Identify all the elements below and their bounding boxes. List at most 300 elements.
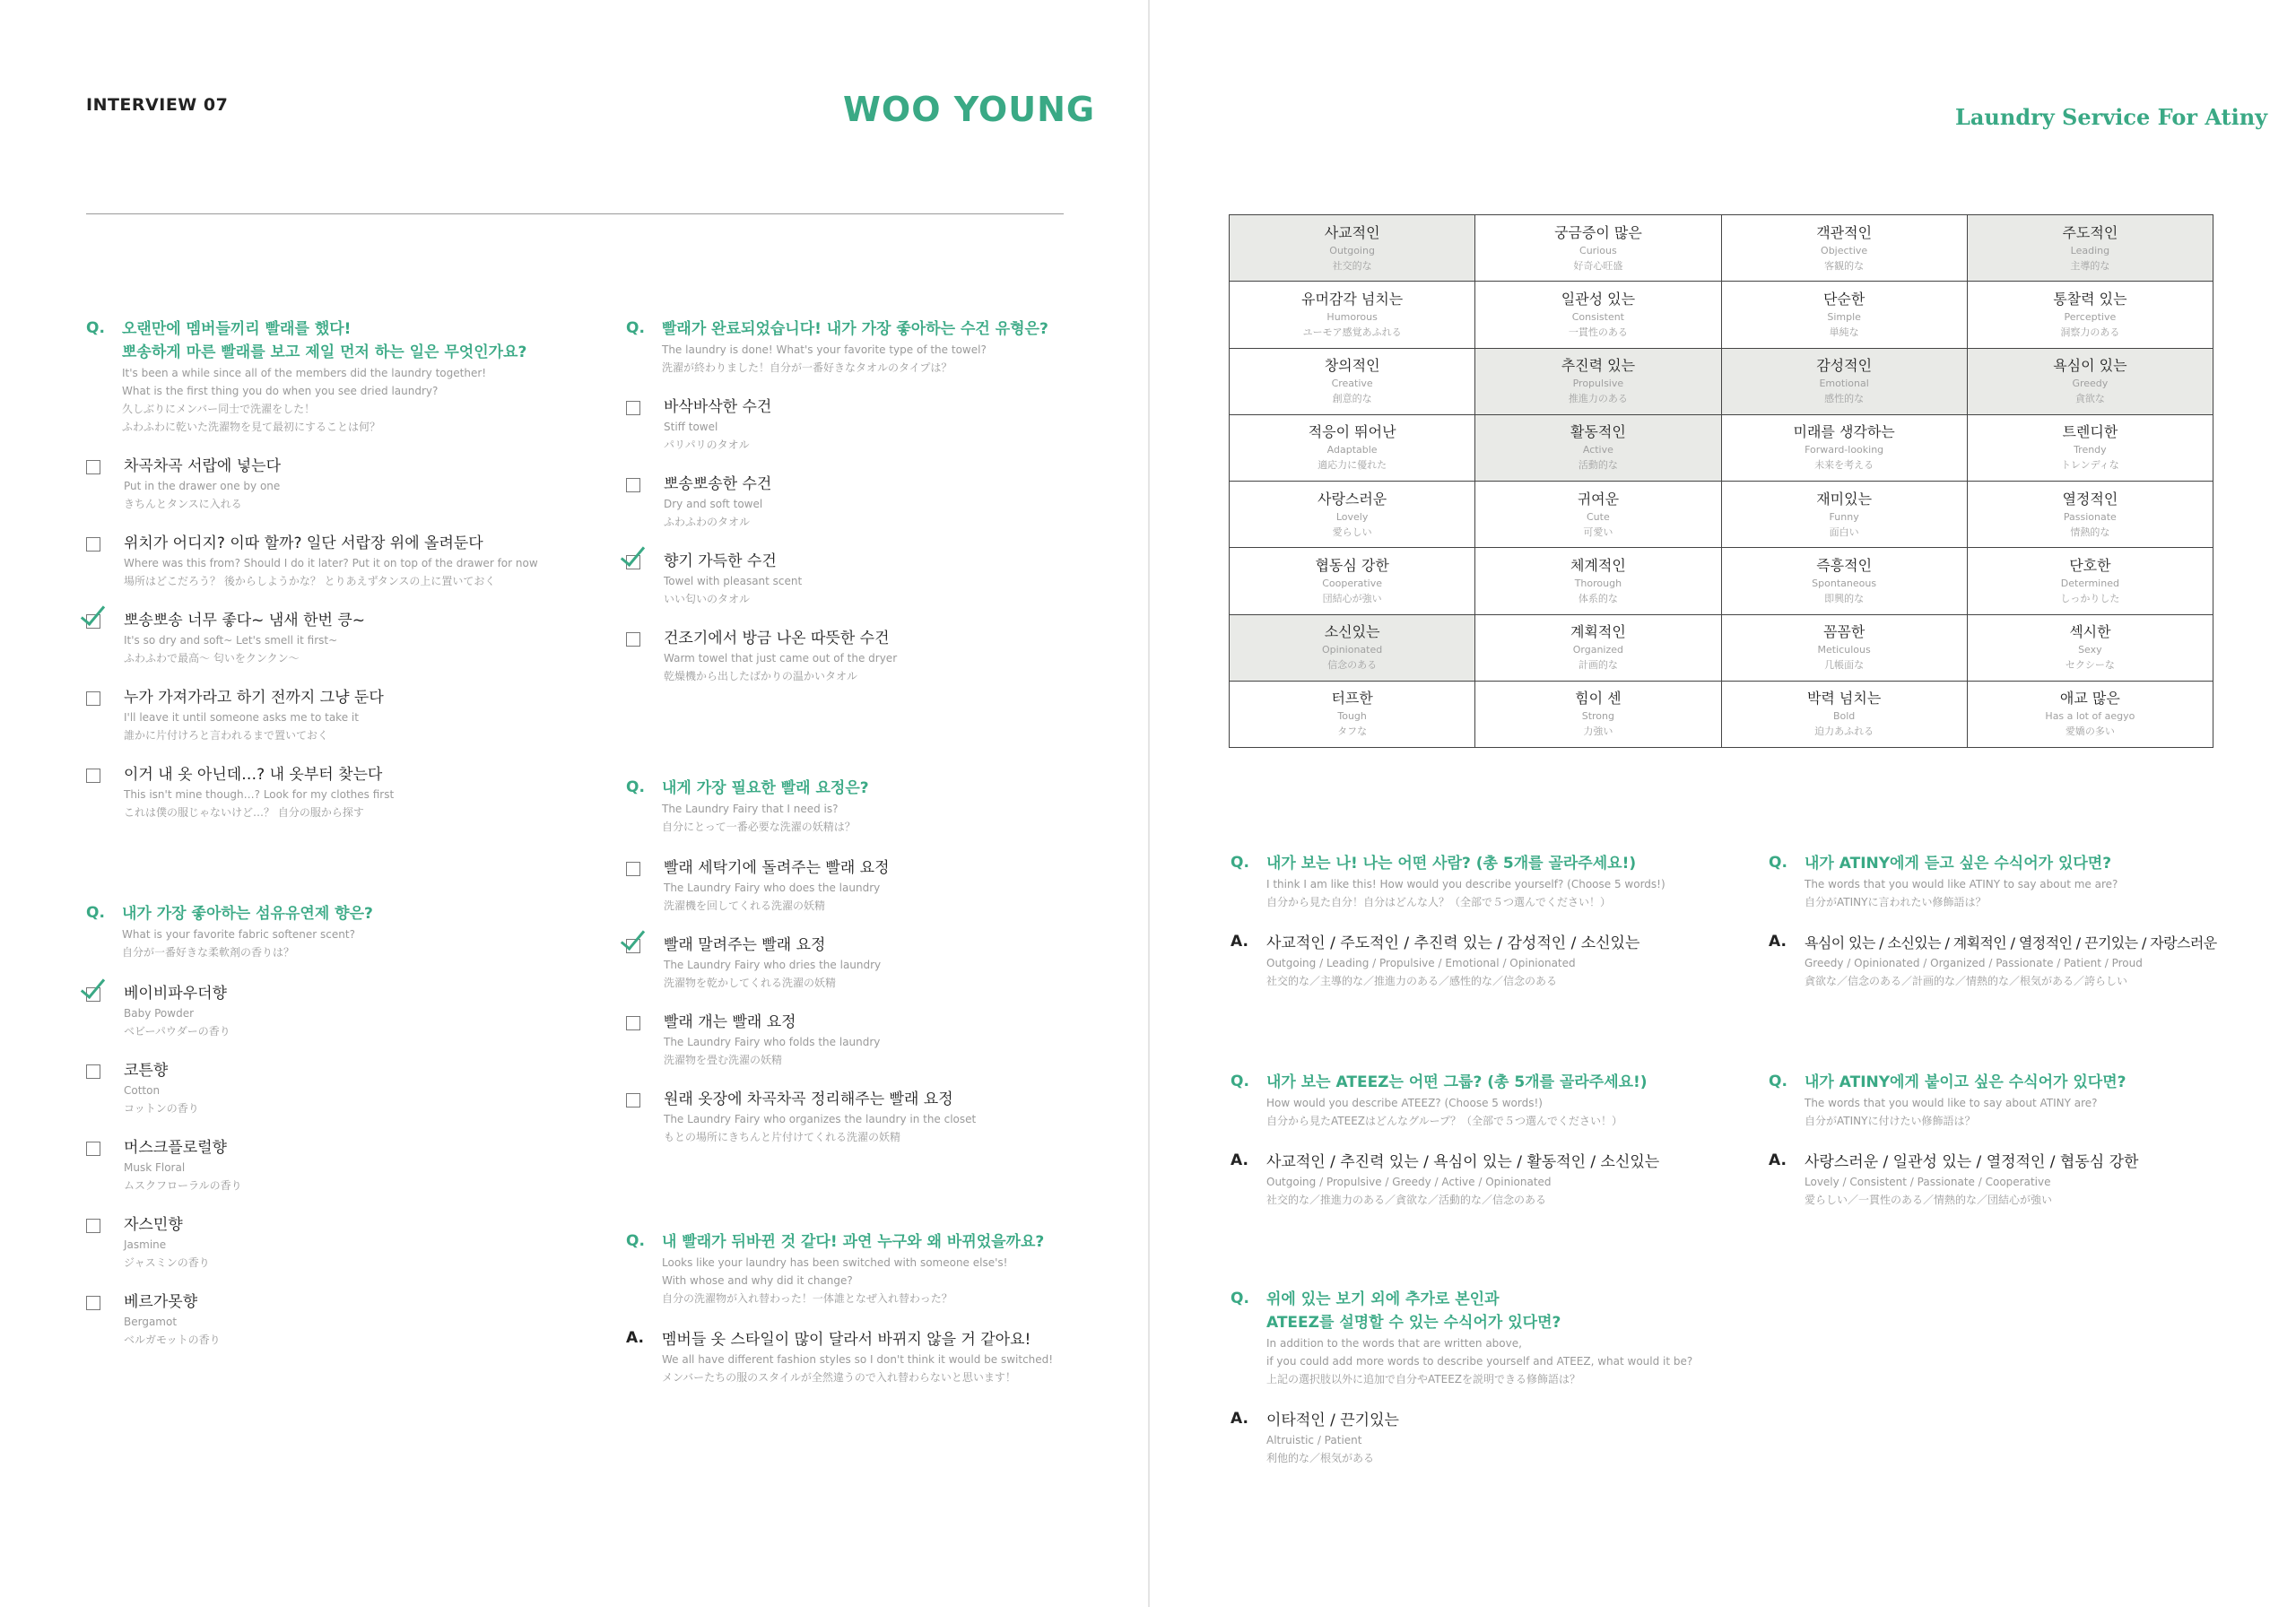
cell-english: Cooperative [1322,577,1383,589]
question-mark: Q. [626,778,645,796]
option-japanese: きちんとタンスに入れる [124,498,242,510]
cell-korean: 통찰력 있는 [2053,290,2127,308]
option-english: The Laundry Fairy who folds the laundry [664,1036,881,1048]
answer [626,1329,1146,1386]
question-title: 내 빨래가 뒤바뀐 것 같다! 과연 누구와 왜 바뀌었을까요? [662,1233,1045,1251]
question-japanese: 久しぶりにメンバー同士で洗濯をした！ [122,403,316,415]
answer-mark: A. [1231,1151,1248,1169]
option-japanese: ムスクフローラルの香り [124,1179,242,1192]
answer-japanese: メンバーたちの服のスタイルが全然違うので入れ替わらないと思います！ [662,1371,1016,1384]
question-self-description [1231,852,1760,990]
option-label: 뽀송뽀송한 수건 [664,475,772,493]
cell-english: Meticulous [1817,644,1871,656]
option-english: This isn't mine though…? Look for my clothes first [124,788,395,801]
grid-cell [1967,548,2213,614]
question-softener [86,902,588,1349]
cell-japanese: 活動的な [1578,459,1618,472]
question-japanese: 自分にとって一番必要な洗濯の妖精は？ [662,821,856,833]
grid-row [1230,548,2213,614]
option-label: 베르가못향 [124,1293,198,1311]
cell-english: Consistent [1571,310,1624,323]
options [86,456,588,821]
option-label: 위치가 어디지? 이따 할까? 일단 서랍장 위에 올려둔다 [124,534,483,552]
options [626,396,1128,685]
cell-english: Simple [1827,310,1861,323]
cell-japanese: 愛らしい [1332,526,1372,538]
cell-korean: 계획적인 [1570,623,1626,641]
grid-cell [1967,681,2213,747]
cell-korean: 추진력 있는 [1561,357,1636,375]
grid-row [1230,348,2213,414]
checkbox-icon [626,1093,640,1108]
grid-cell [1475,348,1721,414]
question-mark: Q. [1769,1073,1787,1090]
question-english: The words that you would like to say about ATINY are? [1805,1097,2098,1109]
cell-japanese: 創意的な [1332,393,1372,405]
question-english: With whose and why did it change? [662,1274,853,1287]
cell-english: Spontaneous [1812,577,1877,589]
cell-japanese: セクシーな [2065,659,2115,672]
option-item [86,456,588,513]
option-english: I'll leave it until someone asks me to take it [124,711,359,724]
answer-text: 사교적인 / 추진력 있는 / 욕심이 있는 / 활동적인 / 소신있는 [1266,1153,1660,1171]
answer-japanese: 社交的な／推進力のある／貪欲な／活動的な／信念のある [1266,1194,1547,1206]
checkbox-icon [626,478,640,492]
cell-korean: 즉흥적인 [1816,556,1873,574]
grid-cell [1721,348,1967,414]
option-label: 바삭바삭한 수건 [664,398,772,416]
option-label: 베이비파우더향 [124,985,227,1003]
option-label: 빨래 세탁기에 돌려주는 빨래 요정 [664,859,890,877]
cell-korean: 체계적인 [1570,556,1626,574]
cell-english: Organized [1572,644,1623,656]
option-japanese: 洗濯物を畳む洗濯の妖精 [664,1054,783,1066]
question-mark: Q. [1231,1073,1249,1090]
question-japanese: 洗濯が終わりました！自分が一番好きなタオルのタイプは？ [662,361,952,374]
checked-checkbox-icon [86,614,100,629]
answer-text: 이타적인 / 끈기있는 [1266,1412,1399,1429]
option-label: 머스크플로럴향 [124,1139,227,1157]
answer-japanese: 利他的な／根気がある [1266,1452,1375,1464]
checkbox-icon [86,537,100,552]
answer-english: Lovely / Consistent / Passionate / Cooperative [1805,1176,2051,1188]
question-additional-words [1231,1288,1858,1467]
option-label: 누가 가져가라고 하기 전까지 그냥 둔다 [124,689,384,707]
answer-text: 사랑스러운 / 일관성 있는 / 열정적인 / 협동심 강한 [1805,1153,2139,1171]
cell-korean: 궁금증이 많은 [1553,223,1642,241]
question-ateez-description [1231,1071,1760,1209]
option-japanese: コットンの香り [124,1102,199,1115]
cell-japanese: 主導的な [2070,259,2110,272]
question-japanese: 自分から見たATEEZはどんなグループ？（全部で５つ選んでください！） [1266,1115,1623,1127]
option-item [626,1012,1128,1069]
question-title: 위에 있는 보기 외에 추가로 본인과 [1266,1290,1500,1308]
grid-row [1230,215,2213,282]
cell-korean: 재미있는 [1816,490,1873,508]
option-label: 빨래 말려주는 빨래 요정 [664,936,826,954]
option-item [86,687,588,744]
grid-cell [1475,614,1721,681]
option-label: 건조기에서 방금 나온 따뜻한 수건 [664,630,890,647]
cell-japanese: 迫力あふれる [1814,725,1874,738]
grid-cell [1721,282,1967,348]
option-label: 원래 옷장에 차곡차곡 정리해주는 빨래 요정 [664,1090,953,1108]
question-english: What is the first thing you do when you see dried laundry? [122,385,439,397]
cell-korean: 힘이 센 [1575,690,1622,708]
cell-japanese: 客観的な [1824,259,1865,272]
question-words-for-atiny [1769,1071,2294,1209]
question-title: 내가 ATINY에게 붙이고 싶은 수식어가 있다면? [1805,1073,2126,1091]
answer-japanese: 愛らしい／一貫性のある／情熱的な／団結心が強い [1805,1194,2053,1206]
question-title: 내가 보는 ATEEZ는 어떤 그룹? (총 5개를 골라주세요!) [1266,1073,1648,1091]
cell-korean: 협동심 강한 [1315,556,1389,574]
question-english: What is your favorite fabric softener scent? [122,928,355,941]
cell-japanese: 几帳面な [1824,659,1865,672]
cell-english: Greedy [2072,378,2109,390]
question-english: The words that you would like ATINY to say about me are? [1805,878,2118,890]
grid-cell [1475,482,1721,548]
question-japanese: 自分から見た自分！自分はどんな人？（全部で５つ選んでください！） [1266,896,1612,908]
cell-korean: 단순한 [1822,290,1866,308]
question-japanese: 自分がATINYに付けたい修飾語は？ [1805,1115,1976,1127]
grid-cell [1721,215,1967,282]
question-title: 내가 보는 나! 나는 어떤 사람? (총 5개를 골라주세요!) [1266,855,1637,873]
option-item [86,983,588,1040]
option-label: 차곡차곡 서랍에 넣는다 [124,457,282,475]
question-english: In addition to the words that are written above, [1266,1337,1522,1350]
cell-japanese: 一貫性のある [1568,326,1628,338]
cell-korean: 감성적인 [1816,357,1873,375]
cell-english: Active [1582,444,1613,456]
cell-english: Cute [1587,510,1610,523]
cell-korean: 일관성 있는 [1561,290,1636,308]
question-japanese: 上記の選択肢以外に追加で自分やATEEZを説明できる修飾語は？ [1266,1373,1580,1385]
cell-japanese: 力強い [1583,725,1613,738]
cell-japanese: トレンディな [2060,459,2119,472]
adjective-grid [1229,214,2213,748]
option-item [626,628,1128,685]
cell-korean: 꼼꼼한 [1822,623,1866,641]
option-japanese: いい匂いのタオル [664,593,751,605]
option-item [626,473,1128,531]
option-japanese: ベルガモットの香り [124,1333,221,1346]
grid-cell [1230,482,1475,548]
question-mark: Q. [86,319,105,337]
cell-english: Strong [1581,710,1614,723]
cell-japanese: 可愛い [1583,526,1613,538]
option-label: 자스민향 [124,1216,183,1234]
option-item [626,396,1128,454]
cell-japanese: 計画的な [1578,659,1618,672]
question-japanese: 自分が一番好きな柔軟剤の香りは？ [122,946,295,959]
option-item [86,1137,588,1194]
cell-korean: 사교적인 [1324,223,1380,241]
cell-english: Tough [1337,710,1367,723]
cell-japanese: 愛嬌の多い [2065,725,2115,738]
checkbox-icon [626,1016,640,1030]
grid-cell [1721,614,1967,681]
cell-japanese: 適応力に優れた [1318,459,1387,472]
cell-english: Sexy [2078,644,2102,656]
cell-english: Objective [1821,244,1868,256]
question-english: Looks like your laundry has been switched with someone else's! [662,1256,1008,1269]
grid-cell [1230,548,1475,614]
cell-japanese: 貪欲な [2074,393,2105,405]
checkbox-icon [86,1142,100,1156]
cell-japanese: 未来を考える [1814,459,1874,472]
question-title: ATEEZ를 설명할 수 있는 수식어가 있다면? [1266,1314,1561,1332]
option-japanese: ふわふわのタオル [664,516,751,528]
cell-japanese: 団結心が強い [1322,592,1382,604]
cell-korean: 애교 많은 [2059,690,2120,708]
cell-korean: 미래를 생각하는 [1793,423,1895,441]
answer [1769,933,2294,990]
question-english: The Laundry Fairy that I need is? [662,803,839,815]
cell-english: Adaptable [1326,444,1378,456]
question-japanese: 自分がATINYに言われたい修飾語は？ [1805,896,1987,908]
member-name: WOO YOUNG [843,90,1096,129]
cell-english: Emotional [1819,378,1869,390]
options [86,983,588,1349]
question-mark: Q. [626,319,645,337]
grid-row [1230,681,2213,747]
cell-korean: 트렌디한 [2062,423,2118,441]
answer-mark: A. [1769,933,1787,951]
cell-english: Thorough [1574,577,1622,589]
cell-japanese: 洞察力のある [2060,326,2120,338]
option-english: The Laundry Fairy who organizes the laundry in the closet [664,1113,977,1125]
option-label: 향기 가득한 수건 [664,552,777,570]
cell-japanese: 社交的な [1332,259,1372,272]
option-label: 뽀송뽀송 너무 좋다~ 냄새 한번 킁~ [124,612,365,630]
answer-english: Outgoing / Propulsive / Greedy / Active / Opinionated [1266,1176,1552,1188]
checked-checkbox-icon [626,555,640,569]
question-mark: Q. [1231,1290,1249,1307]
option-japanese: 場所はどこだろう？ 後からしようかな？ とりあえずタンスの上に置いておく [124,575,496,587]
option-japanese: 洗濯物を乾かしてくれる洗濯の妖精 [664,977,837,989]
answer-english: Altruistic / Patient [1266,1434,1362,1446]
checkbox-icon [86,691,100,706]
option-japanese: ジャスミンの香り [124,1256,210,1269]
options [626,857,1128,1146]
option-label: 코튼향 [124,1062,169,1080]
cell-korean: 적응이 뛰어난 [1308,423,1396,441]
answer-mark: A. [1769,1151,1787,1169]
option-japanese: ふわふわで最高〜 匂いをクンクン〜 [124,652,300,665]
question-title: 오랜만에 멤버들끼리 빨래를 했다! [122,320,352,338]
option-item [86,1291,588,1349]
answer-english: We all have different fashion styles so I don't think it would be switched! [662,1353,1054,1366]
cell-korean: 욕심이 있는 [2053,357,2127,375]
grid-cell [1475,414,1721,481]
cell-japanese: 情熱的な [2070,526,2110,538]
option-japanese: もとの場所にきちんと片付けてくれる洗濯の妖精 [664,1131,901,1143]
cell-english: Forward-looking [1805,444,1884,456]
grid-row [1230,414,2213,481]
grid-cell [1475,681,1721,747]
question-mark: Q. [1231,854,1249,872]
cell-korean: 주도적인 [2062,223,2118,241]
cell-english: Bold [1832,710,1856,723]
grid-cell [1230,282,1475,348]
cell-japanese: しっかりした [2060,592,2120,604]
option-english: Stiff towel [664,421,718,433]
answer-text: 욕심이 있는 / 소신있는 / 계획적인 / 열정적인 / 끈기있는 / 자랑스러운 [1805,934,2217,951]
option-item [86,1214,588,1272]
grid-cell [1230,348,1475,414]
grid-cell [1967,348,2213,414]
cell-korean: 터프한 [1331,690,1373,708]
answer [1231,1410,1858,1467]
option-item [626,1089,1128,1146]
question-fairy [626,777,1128,1146]
cell-japanese: 好奇心旺盛 [1573,259,1623,272]
grid-cell [1230,215,1475,282]
grid-cell [1721,548,1967,614]
cell-korean: 소신있는 [1324,623,1380,641]
option-item [86,1060,588,1117]
answer-mark: A. [1231,933,1248,951]
answer-mark: A. [1231,1410,1248,1428]
option-english: Baby Powder [124,1007,195,1020]
cell-japanese: 単純な [1829,326,1859,338]
cell-korean: 창의적인 [1324,357,1380,375]
option-english: Jasmine [124,1238,167,1251]
question-japanese: 自分の洗濯物が入れ替わった！一体誰となぜ入れ替わった？ [662,1292,952,1305]
cell-english: Outgoing [1329,244,1375,256]
grid-cell [1967,614,2213,681]
cell-english: Trendy [2074,444,2107,456]
option-english: Towel with pleasant scent [664,575,803,587]
answer-text: 사교적인 / 주도적인 / 추진력 있는 / 감성적인 / 소신있는 [1266,934,1640,952]
option-english: The Laundry Fairy who does the laundry [664,882,881,894]
cell-japanese: 面白い [1829,526,1859,538]
cell-korean: 활동적인 [1570,423,1626,441]
option-english: Musk Floral [124,1161,186,1174]
grid-cell [1721,482,1967,548]
option-english: Bergamot [124,1316,178,1328]
answer [1231,1151,1760,1209]
question-english: I think I am like this! How would you describe yourself? (Choose 5 words!) [1266,878,1665,890]
question-towel [626,317,1128,685]
page-divider [1148,0,1150,1607]
cell-english: Opinionated [1322,644,1383,656]
option-english: Dry and soft towel [664,498,763,510]
cell-korean: 객관적인 [1816,223,1873,241]
grid-cell [1721,414,1967,481]
header-rule [86,213,1064,214]
option-item [626,551,1128,608]
question-mark: Q. [86,904,105,922]
cell-english: Leading [2070,244,2110,256]
cell-japanese: 感性的な [1824,393,1865,405]
grid-row [1230,482,2213,548]
option-japanese: 洗濯機を回してくれる洗濯の妖精 [664,899,826,912]
question-first-action [86,317,588,821]
option-japanese: これは僕の服じゃないけど…？ 自分の服から探す [124,806,364,819]
grid-cell [1475,548,1721,614]
grid-row [1230,282,2213,348]
question-english: The laundry is done! What's your favorite type of the towel? [662,343,987,356]
checked-checkbox-icon [86,987,100,1002]
cell-english: Funny [1829,510,1859,523]
question-english: How would you describe ATEEZ? (Choose 5 words!) [1266,1097,1543,1109]
answer-japanese: 貪欲な／信念のある／計画的な／情熱的な／根気がある／誇らしい [1805,975,2128,987]
option-item [626,857,1128,915]
cell-english: Lovely [1335,510,1369,523]
grid-cell [1230,614,1475,681]
cell-english: Creative [1331,378,1373,390]
grid-row [1230,614,2213,681]
option-english: It's so dry and soft~ Let's smell it first~ [124,634,338,647]
option-label: 빨래 개는 빨래 요정 [664,1013,796,1031]
answer [1231,933,1760,990]
checkbox-icon [86,1064,100,1079]
question-english: It's been a while since all of the members did the laundry together! [122,367,487,379]
grid-cell [1967,215,2213,282]
cell-korean: 섹시한 [2069,623,2111,641]
cell-english: Humorous [1326,310,1378,323]
option-item [86,764,588,821]
checked-checkbox-icon [626,939,640,953]
option-english: Warm towel that just came out of the dryer [664,652,898,665]
option-item [86,533,588,590]
checkbox-icon [86,1219,100,1233]
checkbox-icon [86,769,100,783]
question-words-from-atiny [1769,852,2294,990]
answer [1769,1151,2294,1209]
series-title: Laundry Service For Atiny [1955,104,2268,130]
question-title: 빨래가 완료되었습니다! 내가 가장 좋아하는 수건 유형은? [662,320,1048,338]
cell-japanese: タフな [1337,725,1368,738]
checkbox-icon [626,632,640,647]
checkbox-icon [86,460,100,474]
answer-english: Outgoing / Leading / Propulsive / Emotional / Opinionated [1266,957,1576,969]
question-mark: Q. [1769,854,1787,872]
grid-cell [1967,482,2213,548]
cell-english: Propulsive [1572,378,1624,390]
option-japanese: 乾燥機から出したばかりの温かいタオル [664,670,858,682]
option-english: Put in the drawer one by one [124,480,281,492]
cell-japanese: 信念のある [1327,659,1378,672]
cell-english: Passionate [2063,510,2117,523]
answer-japanese: 社交的な／主導的な／推進力のある／感性的な／信念のある [1266,975,1558,987]
question-title: 뽀송하게 마른 빨래를 보고 제일 먼저 하는 일은 무엇인가요? [122,343,527,361]
cell-english: Determined [2060,577,2119,589]
answer-text: 멤버들 옷 스타일이 많이 달라서 바뀌지 않을 거 같아요! [662,1331,1031,1349]
question-mark: Q. [626,1232,645,1250]
option-label: 이거 내 옷 아닌데…? 내 옷부터 찾는다 [124,766,383,784]
cell-japanese: ユーモア感覚あふれる [1302,326,1402,338]
grid-cell [1230,681,1475,747]
answer-mark: A. [626,1329,644,1347]
cell-english: Curious [1579,244,1617,256]
option-japanese: 誰かに片付けろと言われるまで置いておく [124,729,329,742]
cell-korean: 열정적인 [2062,490,2118,508]
question-japanese: ふわふわに乾いた洗濯物を見て最初にすることは何？ [122,421,381,433]
cell-korean: 단호한 [2069,556,2111,574]
cell-japanese: 即興的な [1824,592,1865,604]
grid-cell [1967,414,2213,481]
checkbox-icon [626,401,640,415]
option-english: The Laundry Fairy who dries the laundry [664,959,882,971]
cell-korean: 박력 넘치는 [1806,690,1882,708]
question-title: 내가 가장 좋아하는 섬유유연제 향은? [122,905,373,923]
cell-english: Perceptive [2064,310,2117,323]
cell-japanese: 体系的な [1578,592,1618,604]
question-title: 내게 가장 필요한 빨래 요정은? [662,779,869,797]
question-title: 내가 ATINY에게 듣고 싶은 수식어가 있다면? [1805,855,2112,873]
